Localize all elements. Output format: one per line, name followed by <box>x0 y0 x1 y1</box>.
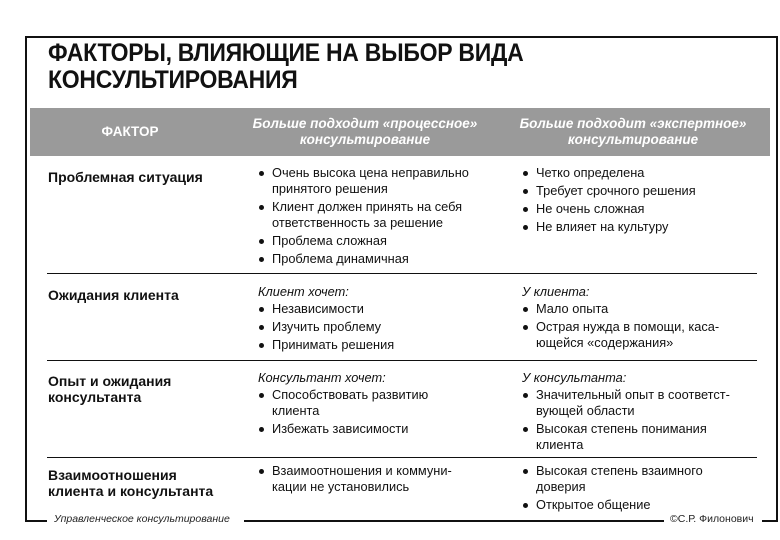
process-intro: Консультант хочет: <box>258 370 386 385</box>
bullet-item: Изучить проблему <box>258 319 394 335</box>
factor-label: Взаимоотношения клиента и консультанта <box>48 467 214 499</box>
row-divider <box>47 457 757 458</box>
bullet-item: Проблема сложная <box>258 233 469 249</box>
expert-cell <box>522 463 703 515</box>
bullet-item: Четко определена <box>522 165 696 181</box>
bullet-item: Проблема динамичная <box>258 251 469 267</box>
bullet-item: Требует срочного решения <box>522 183 696 199</box>
frame-border <box>25 520 47 522</box>
footer-copyright: ©С.Р. Филонович <box>670 513 754 525</box>
process-cell <box>258 369 428 439</box>
process-intro: Клиент хочет: <box>258 284 349 299</box>
expert-cell <box>522 283 719 353</box>
bullet-item: Принимать решения <box>258 337 394 353</box>
footer-course: Управленческое консультирование <box>54 513 230 525</box>
expert-cell <box>522 369 730 455</box>
row-divider <box>47 273 757 274</box>
bullet-item: Высокая степень взаимного доверия <box>522 463 703 495</box>
process-cell <box>258 463 452 497</box>
expert-intro: У консультанта: <box>522 370 627 385</box>
bullet-item: Избежать зависимости <box>258 421 428 437</box>
bullet-item: Мало опыта <box>522 301 719 317</box>
bullet-item: Независимости <box>258 301 394 317</box>
header-process: Больше подходит «процессное» консультирование <box>252 116 478 147</box>
table-header <box>30 108 770 156</box>
bullet-item: Способствовать развитию клиента <box>258 387 428 419</box>
expert-cell <box>522 165 696 237</box>
bullet-item: Не очень сложная <box>522 201 696 217</box>
header-factor: ФАКТОР <box>101 124 159 139</box>
process-cell <box>258 283 394 355</box>
factor-label: Ожидания клиента <box>48 287 179 303</box>
expert-intro: У клиента: <box>522 284 590 299</box>
bullet-item: Значительный опыт в соответст- вующей области <box>522 387 730 419</box>
bullet-item: Очень высока цена неправильно принятого решения <box>258 165 469 197</box>
row-divider <box>47 360 757 361</box>
bullet-item: Взаимоотношения и коммуни- кации не установились <box>258 463 452 495</box>
process-cell <box>258 165 469 269</box>
bullet-item: Острая нужда в помощи, каса- ющейся «содержания» <box>522 319 719 351</box>
factor-label: Проблемная ситуация <box>48 169 203 185</box>
bullet-item: Открытое общение <box>522 497 703 513</box>
frame-border <box>762 520 776 522</box>
frame-border <box>244 520 664 522</box>
header-expert: Больше подходит «экспертное» консультирование <box>519 116 747 147</box>
bullet-item: Не влияет на культуру <box>522 219 696 235</box>
page-title: ФАКТОРЫ, ВЛИЯЮЩИЕ НА ВЫБОР ВИДА КОНСУЛЬТИРОВАНИЯ <box>48 39 524 94</box>
bullet-item: Клиент должен принять на себя ответственность за решение <box>258 199 469 231</box>
bullet-item: Высокая степень понимания клиента <box>522 421 730 453</box>
factor-label: Опыт и ожидания консультанта <box>48 373 172 405</box>
